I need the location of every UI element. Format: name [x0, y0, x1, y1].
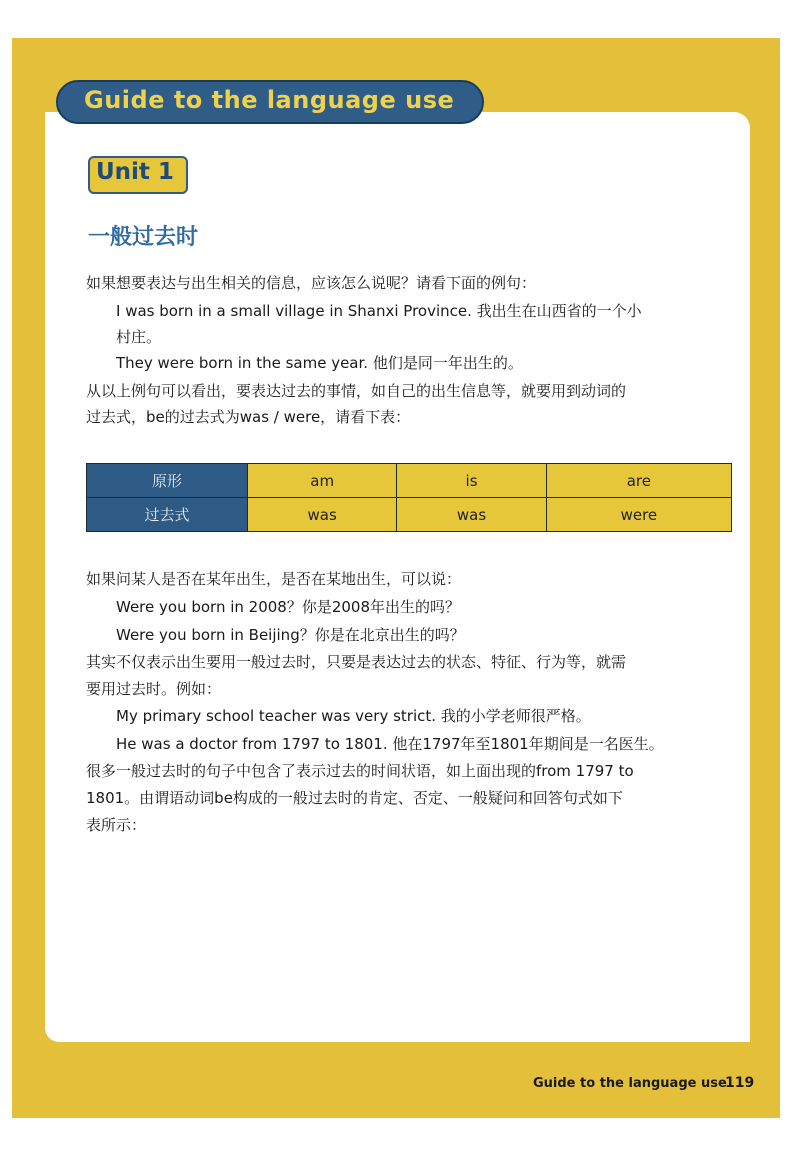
- unit-label: Unit 1: [96, 159, 174, 185]
- example-sentence: I was born in a small village in Shanxi Province. 我出生在山西省的一个小: [116, 302, 642, 320]
- section-title: 一般过去时: [88, 225, 199, 250]
- paragraph: 要用过去时。例如：: [86, 680, 222, 698]
- paragraph: 如果问某人是否在某年出生，是否在某地出生，可以说：: [86, 570, 462, 588]
- paragraph: 过去式，be的过去式为was / were，请看下表：: [86, 408, 411, 426]
- example-sentence: They were born in the same year. 他们是同一年出生的。: [116, 354, 523, 372]
- table-cell: are: [546, 464, 731, 498]
- paragraph: 如果想要表达与出生相关的信息，应该怎么说呢？请看下面的例句：: [86, 274, 537, 292]
- table-cell: am: [248, 464, 397, 498]
- example-sentence: Were you born in 2008？你是2008年出生的吗？: [116, 598, 461, 616]
- table-row: [87, 464, 732, 498]
- table-cell: was: [248, 498, 397, 532]
- row-label: 原形: [87, 464, 248, 498]
- table-cell: is: [397, 464, 546, 498]
- table-row: [87, 498, 732, 532]
- header-title: Guide to the language use: [84, 86, 455, 114]
- paragraph: 从以上例句可以看出，要表达过去的事情，如自己的出生信息等，就要用到动词的: [86, 382, 627, 400]
- footer-title: Guide to the language use: [533, 1076, 727, 1091]
- table-cell: were: [546, 498, 731, 532]
- row-label: 过去式: [87, 498, 248, 532]
- paragraph: 其实不仅表示出生要用一般过去时，只要是表达过去的状态、特征、行为等，就需: [86, 653, 627, 671]
- example-sentence: My primary school teacher was very strict. 我的小学老师很严格。: [116, 707, 591, 725]
- example-sentence: He was a doctor from 1797 to 1801. 他在1797年至1801年期间是一名医生。: [116, 735, 664, 753]
- table-cell: was: [397, 498, 546, 532]
- paragraph: 1801。由谓语动词be构成的一般过去时的肯定、否定、一般疑问和回答句式如下: [86, 789, 623, 807]
- paragraph: 表所示：: [86, 816, 147, 834]
- paragraph: 很多一般过去时的句子中包含了表示过去的时间状语，如上面出现的from 1797 to: [86, 762, 634, 780]
- page-number: 119: [725, 1075, 755, 1091]
- be-past-tense-table: [86, 463, 732, 532]
- example-sentence: Were you born in Beijing？你是在北京出生的吗？: [116, 626, 465, 644]
- example-sentence-cont: 村庄。: [116, 328, 162, 346]
